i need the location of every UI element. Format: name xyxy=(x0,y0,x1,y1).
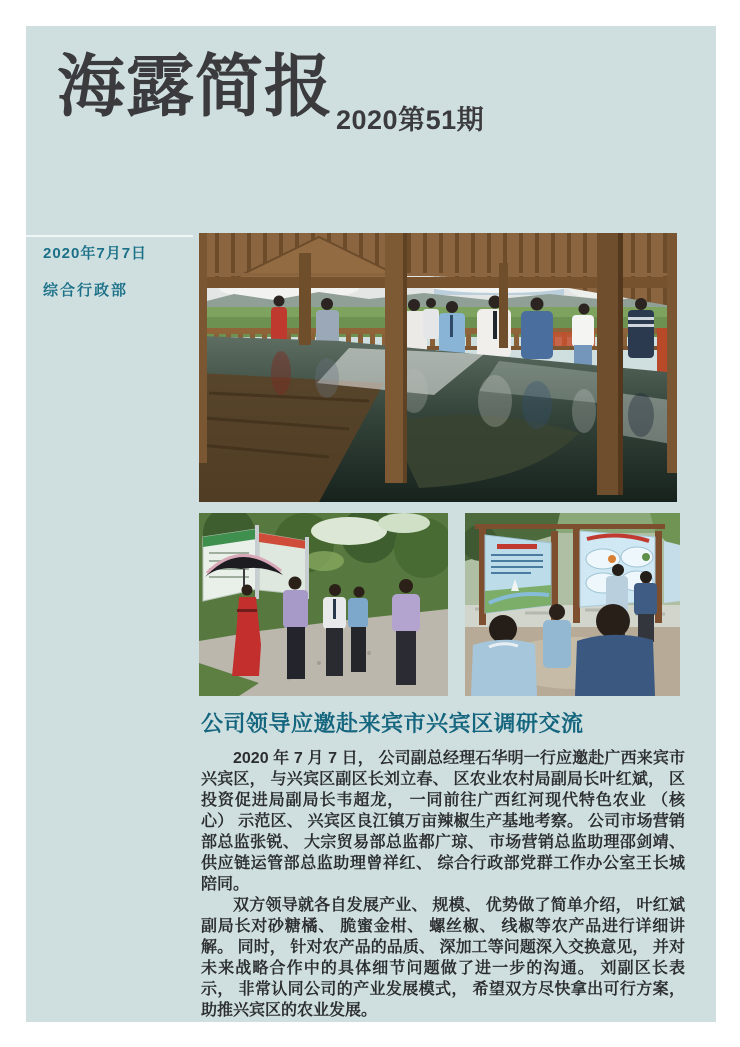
photo-information-boards xyxy=(465,513,680,696)
article-headline: 公司领导应邀赴来宾市兴宾区调研交流 xyxy=(201,711,584,736)
photo-roadside-discussion xyxy=(199,513,448,696)
issuing-department: 综合行政部 xyxy=(43,282,129,299)
issue-number: 2020第51期 xyxy=(336,105,485,135)
panel-background xyxy=(26,26,716,1022)
roadside-photo-art xyxy=(199,513,448,696)
newsletter-title: 海露简报 xyxy=(57,49,334,125)
article-body xyxy=(201,748,685,1021)
boards-photo-art xyxy=(465,513,680,696)
publish-date: 2020年7月7日 xyxy=(43,245,148,262)
photo-pavilion-sandtable xyxy=(199,233,677,502)
sidebar-divider xyxy=(26,235,193,237)
pavilion-photo-art xyxy=(199,233,677,502)
article-paragraph-1: 2020 年 7 月 7 日， 公司副总经理石华明一行应邀赴广西来宾市兴宾区， 与兴宾区副区长刘立春、 区农业农村局副局长叶红斌， 区投资促进局副局长韦超龙， 一同前往广西红河现代特色农业 （核心） 示范区、 兴宾区良江镇万亩辣椒生产基地考察。 公司市场营销部总监张锐、 大宗贸易部总监都广琼、 市场营销总监助理邵剑靖、 供应链运管部总监助理曾祥红、 综合行政部党群工作办公室王长城陪同。 xyxy=(201,750,685,893)
article-paragraph-2: 双方领导就各自发展产业、 规模、 优势做了简单介绍， 叶红斌副局长对砂糖橘、 脆蜜金柑、 螺丝椒、 线椒等农产品进行详细讲解。 同时， 针对农产品的品质、 深加工等问题深入交换意见， 并对未来战略合作中的具体细节问题做了进一步的沟通。 刘副区长表示， 非常认同公司的产业发展模式， 希望双方尽快拿出可行方案， 助推兴宾区的农业发展。 xyxy=(201,897,685,1019)
